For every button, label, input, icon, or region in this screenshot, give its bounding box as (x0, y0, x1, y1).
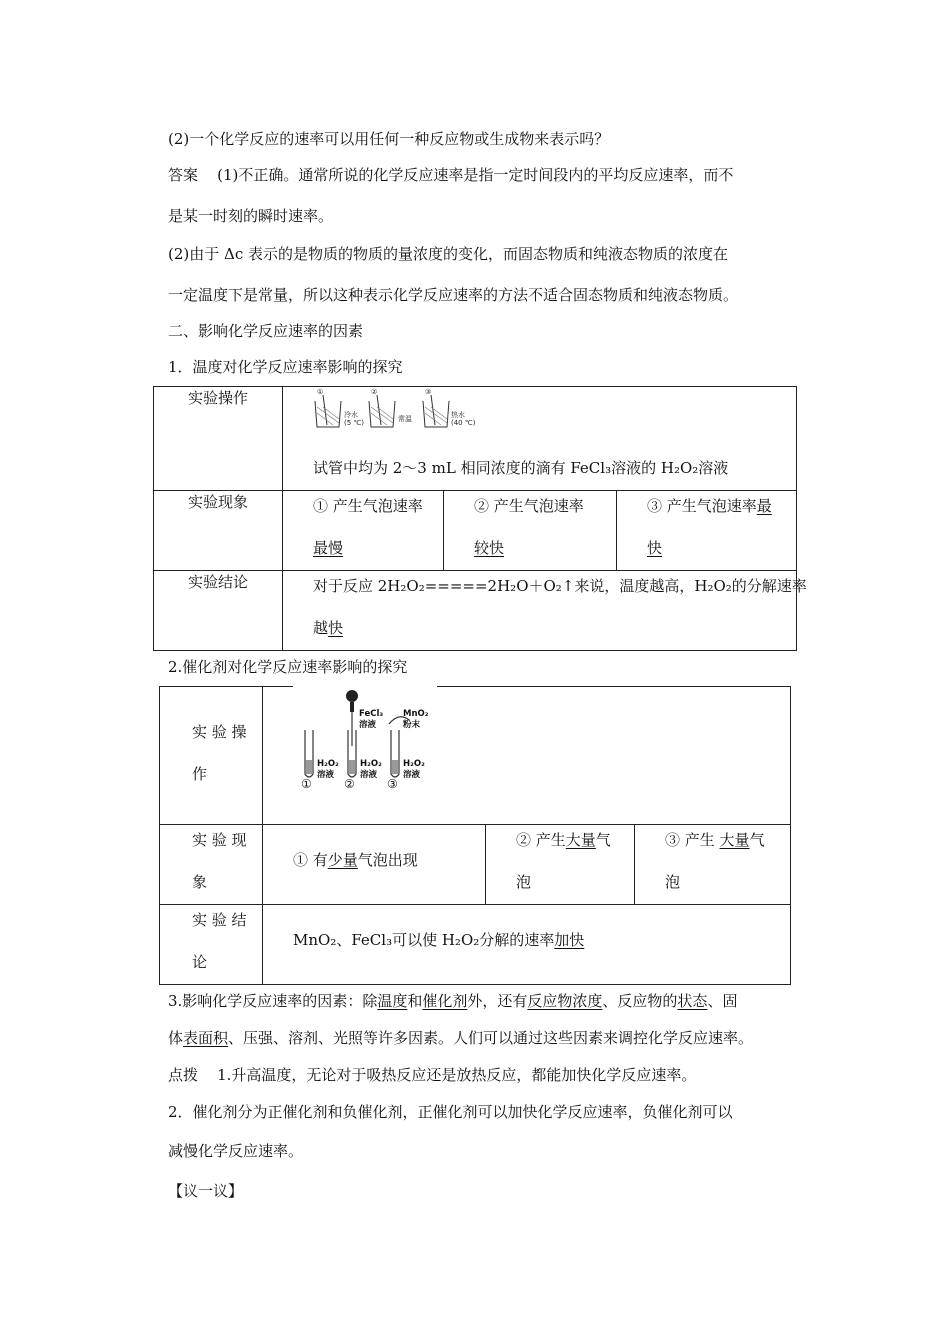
t2-row1-label-cell (160, 687, 263, 825)
t2-row2-label-cell (160, 825, 263, 905)
factor-concentration: 反应物浓度 (527, 992, 603, 1010)
answer-label: 答案 (168, 166, 199, 184)
t2-row1-label-b: 作 (192, 765, 208, 783)
fecl3-label: FeCl₃ (359, 709, 384, 719)
t1-row3-label: 实验结论 (187, 573, 248, 591)
factor-catalyst: 催化剂 (422, 992, 468, 1010)
t2-obs3-b: 泡 (665, 873, 681, 891)
t2-obs3-line1 (665, 829, 765, 850)
tube-label-2: ② (344, 777, 355, 790)
t2-obs1-post: 气泡出现 (357, 851, 418, 869)
subheading-2: 2.催化剂对化学反应速率影响的探究 (168, 658, 408, 676)
t2-obs1-u: 少量 (327, 851, 358, 869)
factor-state: 状态 (677, 992, 708, 1010)
t1-obs1-a: ① 产生气泡速率 (313, 497, 423, 515)
t2-obs3-pre: ③ 产生 (665, 831, 720, 849)
answer-1a: (1)不正确。通常所说的化学反应速率是指一定时间段内的平均反应速率，而不 (217, 166, 734, 184)
mno2-label: MnO₂ (403, 709, 429, 719)
t1-concl-a: 对于反应 2H₂O₂=====2H₂O＋O₂↑来说，温度越高，H₂O₂的分解速率 (313, 577, 807, 595)
hot-water-label: 热水 (451, 411, 465, 419)
factor-surface-area: 表面积 (183, 1029, 229, 1047)
t1-row2-label-cell (154, 491, 283, 571)
answer-1b: 是某一时刻的瞬时速率。 (168, 207, 334, 225)
tip-2a: 2．催化剂分为正催化剂和负催化剂，正催化剂可以加快化学反应速率，负催化剂可以 (168, 1103, 733, 1121)
discuss-heading: 【议一议】 (168, 1182, 244, 1200)
t2-obs3-cell (635, 825, 791, 905)
factors-line-2 (168, 1027, 753, 1048)
hot-temp-label: (40 ℃) (451, 419, 476, 427)
t2-obs2-pre: ② 产生 (516, 831, 566, 849)
beakers-figure (311, 387, 491, 435)
t2-row2-label-a: 实 验 现 (192, 831, 247, 849)
t2-row1-label-a: 实 验 操 (192, 723, 247, 741)
h2o2-label-2: H₂O₂ (360, 759, 382, 769)
t2-concl-pre: MnO₂、FeCl₃可以使 H₂O₂分解的速率 (293, 931, 555, 949)
cold-temp-label: (5 ℃) (344, 419, 365, 427)
t2-obs3-u: 大量 (719, 831, 750, 849)
t1-row2-label: 实验现象 (187, 493, 248, 511)
t2-obs2-post: 气 (595, 831, 611, 849)
room-temp-label: 常温 (398, 415, 412, 423)
t2-concl-u: 加快 (554, 931, 585, 949)
beaker-label-3: ③ (425, 388, 432, 396)
tip-label: 点拨 (168, 1066, 199, 1084)
dropper-bulb-icon (346, 690, 358, 702)
t2-concl-line (293, 929, 584, 950)
tip-1: 1.升高温度，无论对于吸热反应还是放热反应，都能加快化学反应速率。 (217, 1066, 697, 1084)
subheading-1: 1．温度对化学反应速率影响的探究 (168, 358, 403, 376)
t1-obs1-cell (283, 491, 444, 571)
question-2: (2)一个化学反应的速率可以用任何一种反应物或生成物来表示吗？ (168, 130, 610, 148)
answer-line-1 (168, 164, 733, 185)
t2-obs1-line (293, 849, 418, 870)
t2-obs2-line1 (516, 829, 611, 850)
factor-temperature: 温度 (377, 992, 408, 1010)
t1-obs1-b: 最慢 (313, 539, 344, 557)
t1-row3-content (283, 571, 807, 651)
t2-obs1-cell (263, 825, 486, 905)
t2-row3-content (263, 905, 791, 985)
t1-obs3-u: 最 (756, 497, 772, 515)
tip-2b: 减慢化学反应速率。 (168, 1142, 304, 1160)
t2-row3-label-cell (160, 905, 263, 985)
factors-b-end: 、压强、溶剂、光照等许多因素。人们可以通过这些因素来调控化学反应速率。 (228, 1029, 754, 1047)
t1-concl-line2 (313, 617, 343, 638)
t2-row3-label-b: 论 (192, 953, 208, 971)
t1-row1-content (283, 387, 797, 491)
cold-water-label: 冷水 (344, 411, 358, 419)
t2-row3-label-a: 实 验 结 (192, 911, 247, 929)
t2-obs2-b: 泡 (516, 873, 532, 891)
t1-obs3-b: 快 (647, 539, 663, 557)
h2o2-solution-1: 溶液 (317, 770, 335, 780)
t1-obs2-b: 较快 (474, 539, 505, 557)
tip-line-1 (168, 1064, 696, 1085)
t1-row1-text: 试管中均为 2～3 mL 相同浓度的滴有 FeCl₃溶液的 H₂O₂溶液 (313, 459, 729, 477)
t1-concl-b2: 快 (328, 619, 344, 637)
temperature-table (153, 386, 807, 651)
t2-obs3-post: 气 (749, 831, 765, 849)
catalyst-table (159, 686, 791, 985)
t2-obs2-u: 大量 (565, 831, 596, 849)
beaker-label-1: ① (317, 388, 324, 396)
h2o2-label-1: H₂O₂ (317, 759, 339, 769)
t2-obs1-pre: ① 有 (293, 851, 328, 869)
t1-obs3-cell (617, 491, 797, 571)
fecl3-solution-label: 溶液 (359, 720, 377, 730)
answer-2a: (2)由于 Δc 表示的是物质的物质的量浓度的变化，而固态物质和纯液态物质的浓度在 (168, 245, 729, 263)
t1-row1-label: 实验操作 (187, 389, 248, 407)
t1-obs3-line1 (647, 495, 772, 516)
mno2-powder-label: 粉末 (403, 720, 421, 730)
factors-pre: 3.影响化学反应速率的因素：除 (168, 992, 378, 1010)
tube-label-3: ③ (387, 777, 398, 790)
test-tubes-figure (293, 686, 437, 790)
t1-row3-label-cell (154, 571, 283, 651)
section-heading: 二、影响化学反应速率的因素 (168, 322, 364, 340)
answer-2b: 一定温度下是常量，所以这种表示化学反应速率的方法不适合固态物质和纯液态物质。 (168, 286, 739, 304)
t2-obs2-cell (486, 825, 635, 905)
t2-row1-content (263, 687, 791, 825)
t1-concl-b1: 越 (313, 619, 329, 637)
factors-line-1 (168, 990, 737, 1011)
t1-obs3-a: ③ 产生气泡速率 (647, 497, 757, 515)
factors-mid2: 、反应物的 (602, 992, 678, 1010)
beaker-label-2: ② (371, 388, 378, 396)
t1-obs2-cell (444, 491, 617, 571)
t2-row2-label-b: 象 (192, 873, 208, 891)
factors-end: 、固 (707, 992, 738, 1010)
factors-b-pre: 体 (168, 1029, 184, 1047)
t1-obs2-a: ② 产生气泡速率 (474, 497, 584, 515)
factors-mid: 外，还有 (467, 992, 528, 1010)
factors-and: 和 (407, 992, 423, 1010)
t1-row1-label-cell (154, 387, 283, 491)
h2o2-solution-2: 溶液 (360, 770, 378, 780)
h2o2-label-3: H₂O₂ (403, 759, 425, 769)
h2o2-solution-3: 溶液 (403, 770, 421, 780)
tube-label-1: ① (301, 777, 312, 790)
